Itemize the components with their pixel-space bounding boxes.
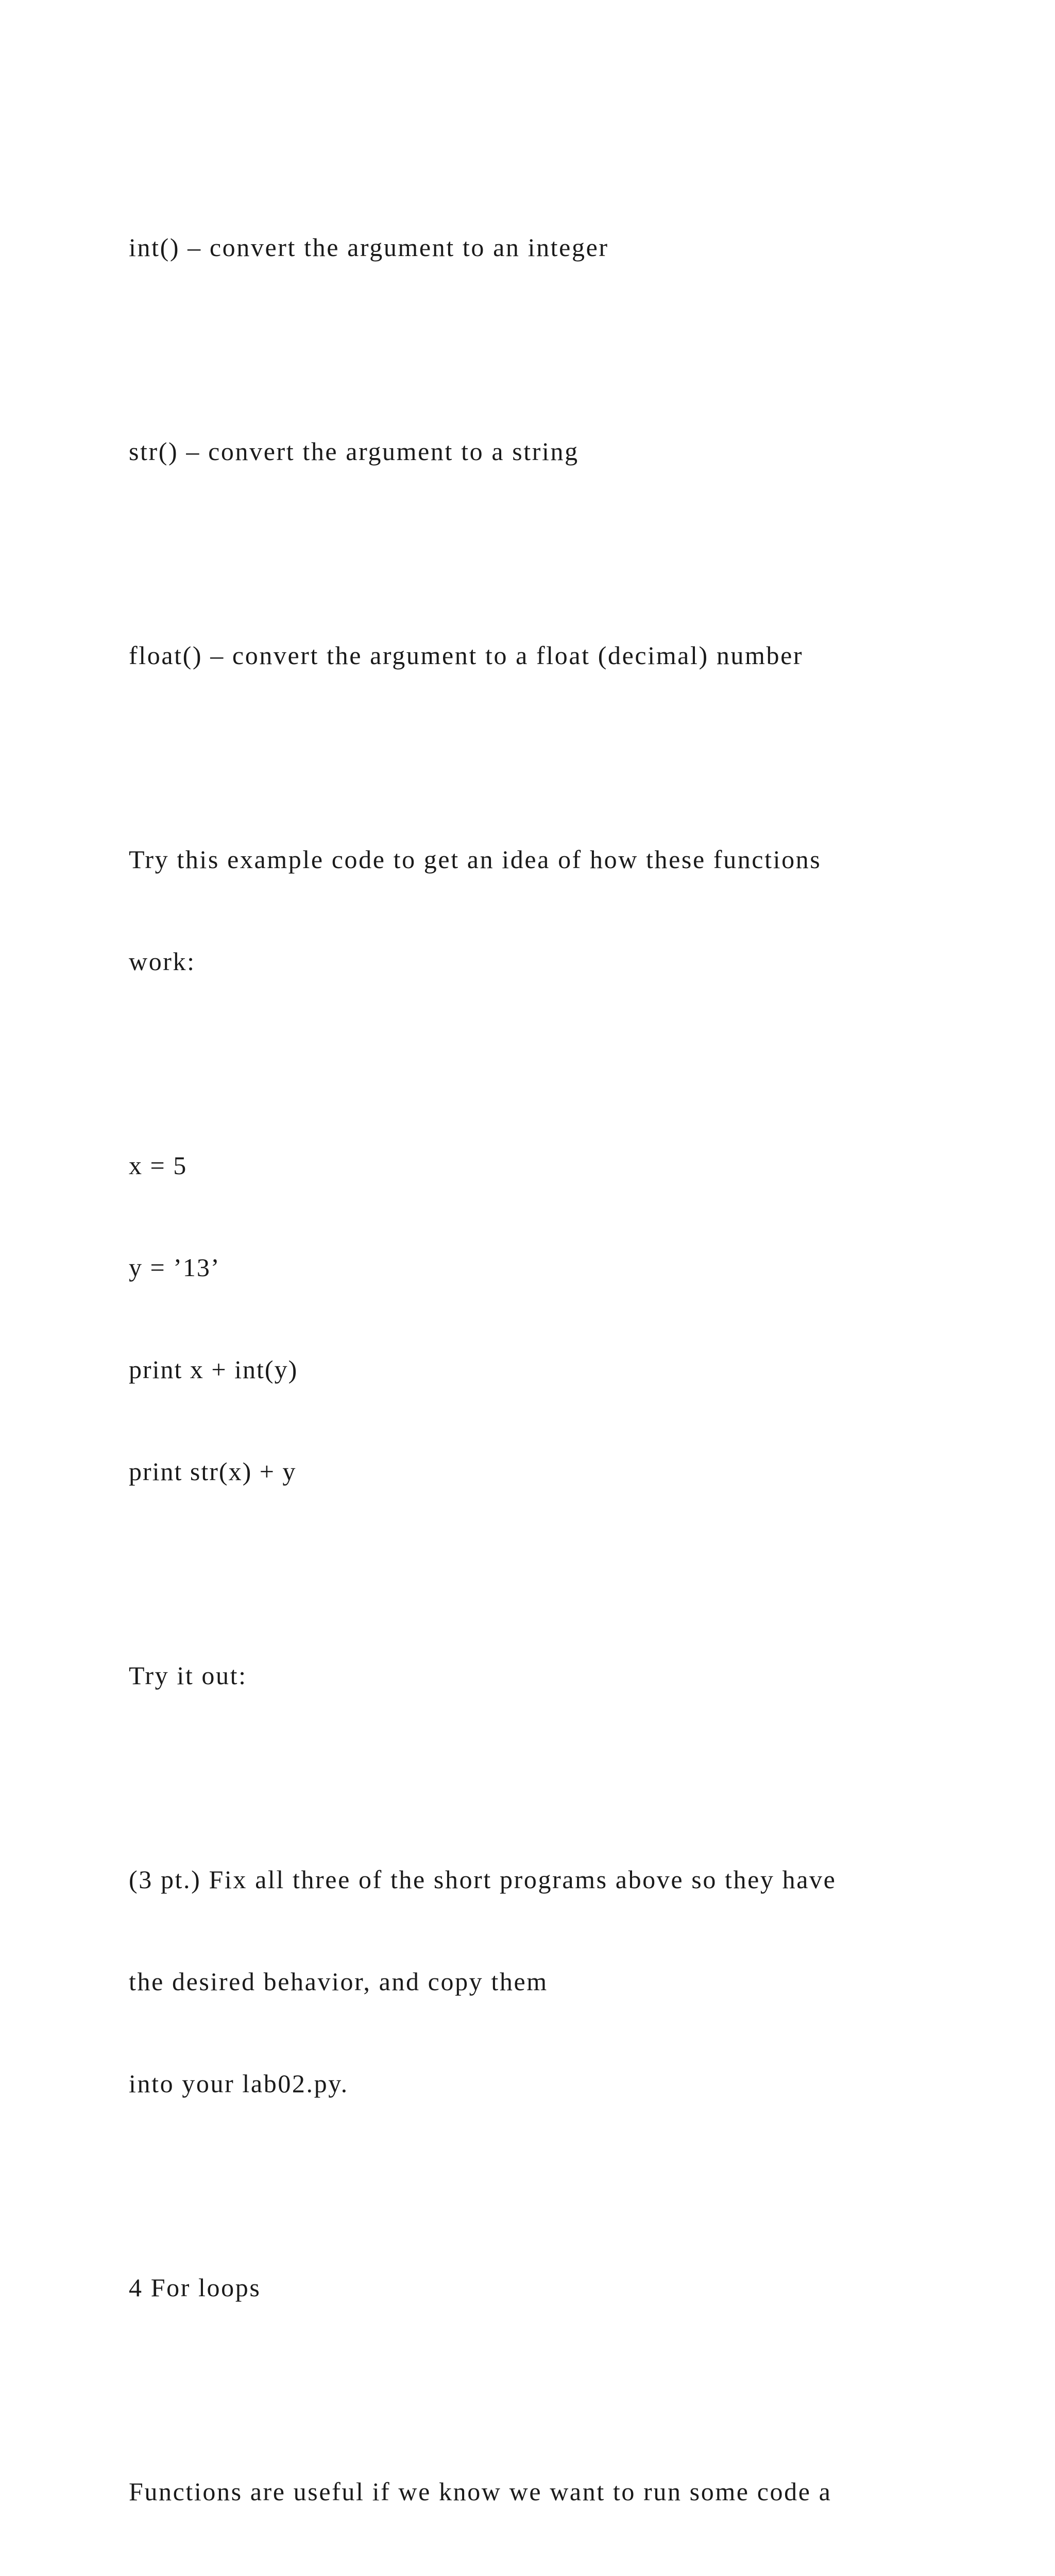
document-body — [129, 162, 932, 2576]
heading-text: 4 For loops — [129, 2273, 261, 2302]
text-line: (3 pt.) Fix all three of the short programs above so they have — [129, 1865, 837, 1894]
text-line: work: — [129, 947, 196, 976]
text-line: Try this example code to get an idea of how these functions — [129, 845, 822, 874]
try-example-intro — [129, 774, 932, 1046]
code-line: x = 5 — [129, 1151, 188, 1180]
text-line: the desired behavior, and copy them — [129, 1967, 548, 1996]
example-code-block — [129, 1080, 932, 1556]
code-line: print str(x) + y — [129, 1457, 297, 1486]
for-loops-paragraph — [129, 2406, 932, 2576]
code-line: y = ’13’ — [129, 1253, 220, 1282]
task-instructions — [129, 1794, 932, 2168]
text-line: str() – convert the argument to a string — [129, 437, 579, 466]
function-float-description — [129, 570, 932, 740]
text-line: into your lab02.py. — [129, 2069, 349, 2098]
text-line: Try it out: — [129, 1661, 247, 1690]
function-int-description — [129, 162, 932, 332]
text-line: Functions are useful if we know we want to run some code a — [129, 2477, 832, 2506]
code-line: print x + int(y) — [129, 1355, 298, 1384]
function-str-description — [129, 366, 932, 536]
text-line: int() – convert the argument to an integer — [129, 233, 609, 262]
section-heading — [129, 2202, 932, 2372]
text-line: float() – convert the argument to a float (decimal) number — [129, 641, 804, 670]
try-it-out-label — [129, 1590, 932, 1760]
